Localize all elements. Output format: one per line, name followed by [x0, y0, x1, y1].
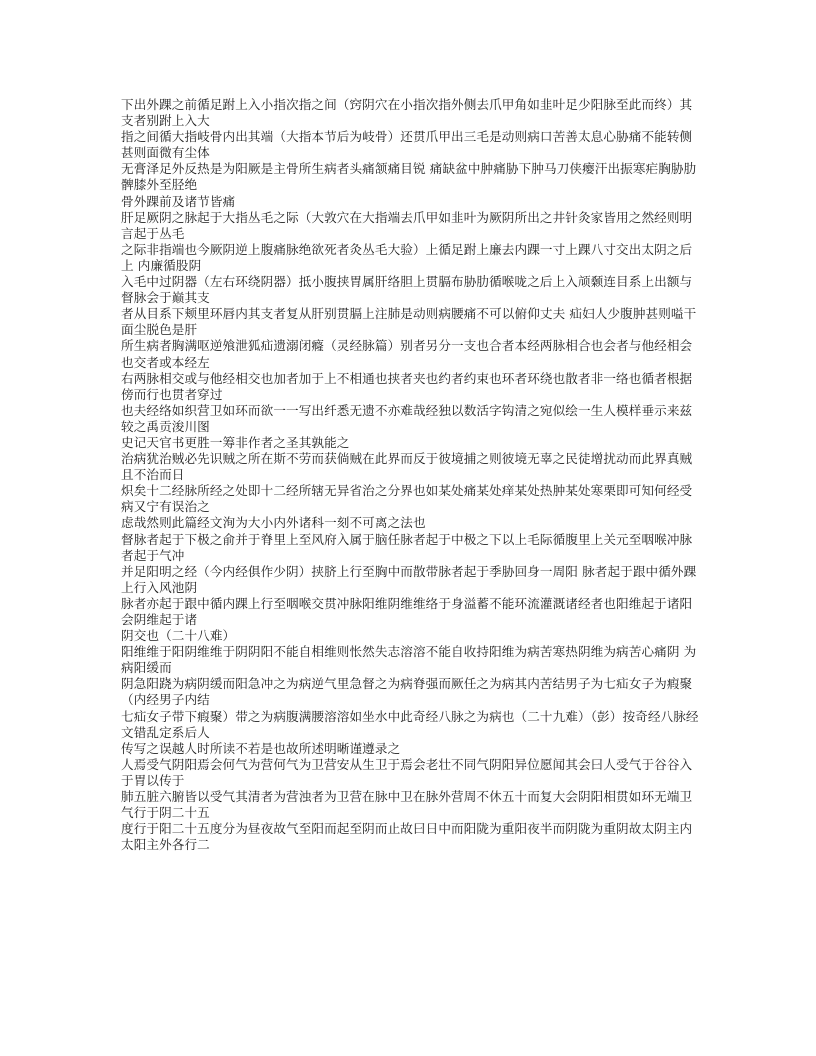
text-line: 炽矣十二经脉所经之处即十二经所辖无异省治之分界也如某处痛某处痒某处热肿某处寒栗即可知何经受病又宁有误治之	[121, 483, 693, 515]
text-line: 指之间循大指岐骨内出其端（大指本节后为岐骨）还贯爪甲出三毛是动则病口苦善太息心胁痛不能转侧甚则面微有尘体	[121, 129, 693, 161]
text-line: 传写之误越人时所读不若是也故所述明晰谨遵录之	[121, 740, 401, 756]
text-line: 督脉者起于下极之俞并于脊里上至风府入属于脑任脉者起于中极之下以上毛际循腹里上关元至咽喉冲脉者起于气冲	[121, 531, 693, 563]
text-line: 人焉受气阴阳焉会何气为营何气为卫营安从生卫于焉会老壮不同气阴阳异位愿闻其会曰人受气于谷谷入于胃以传于	[121, 756, 693, 788]
text-line: 史记天官书更胜一筹非作者之圣其孰能之	[121, 434, 350, 450]
text-line: 脉者亦起于跟中循内踝上行至咽喉交贯冲脉阳维阴维维络于身溢蓄不能环流灌溉诸经者也阳维起于诸阳会阴维起于诸	[121, 595, 693, 627]
text-line: 七疝女子带下瘕聚）带之为病腹满腰溶溶如坐水中此奇经八脉之为病也（二十九难）（彭）按奇经八脉经文错乱定系后人	[121, 708, 699, 740]
text-line: 入毛中过阴器（左右环绕阴器）抵小腹挟胃属肝络胆上贯膈布胁肋循喉咙之后上入颃颡连目系上出额与督脉会于巅其支	[121, 274, 693, 306]
text-line: 右两脉相交或与他经相交也加者加于上不相通也挟者夹也约者约束也环者环绕也散者非一络也循者根据傍而行也贯者穿过	[121, 370, 693, 402]
document-body	[121, 97, 699, 853]
text-line: 度行于阳二十五度分为昼夜故气至阳而起至阴而止故曰日中而阳陇为重阳夜半而阴陇为重阴故太阴主内太阳主外各行二	[121, 821, 693, 853]
text-line: 所生病者胸满呕逆飧泄狐疝遗溺闭癃（灵经脉篇）别者另分一支也合者本经两脉相合也会者与他经相会也交者或本经左	[121, 338, 693, 370]
text-line: 也夫经络如织营卫如环而欲一一写出纤悉无遗不亦难哉经独以数活字钩清之宛似绘一生人模样垂示来兹较之禹贡浚川图	[121, 402, 693, 434]
text-line: 肝足厥阴之脉起于大指丛毛之际（大敦穴在大指端去爪甲如韭叶为厥阴所出之井针灸家皆用之然经则明言起于丛毛	[121, 209, 693, 241]
text-line: 阴急阳跷为病阴缓而阳急冲之为病逆气里急督之为病脊强而厥任之为病其内苦结男子为七疝女子为瘕聚（内经男子内结	[121, 676, 693, 708]
text-line: 无膏泽足外反热是为阳厥是主骨所生病者头痛颔痛目锐 痛缺盆中肿痛胁下肿马刀侠瘿汗出振寒疟胸胁肋髀膝外至胫绝	[121, 161, 697, 193]
text-line: 下出外踝之前循足跗上入小指次指之间（窍阴穴在小指次指外侧去爪甲角如韭叶足少阳脉至此而终）其支者别跗上入大	[121, 97, 693, 129]
text-line: 肺五脏六腑皆以受气其清者为营浊者为卫营在脉中卫在脉外营周不休五十而复大会阴阳相贯如环无端卫气行于阴二十五	[121, 789, 693, 821]
text-line: 虑哉然则此篇经文洵为大小内外诸科一刻不可离之法也	[121, 515, 426, 531]
text-line: 阴交也（二十八难）	[121, 628, 236, 644]
text-line: 者从目系下颊里环唇内其支者复从肝别贯膈上注肺是动则病腰痛不可以俯仰丈夫 疝妇人少腹肿甚则嗌干面尘脱色是肝	[121, 306, 697, 338]
text-line: 骨外踝前及诸节皆痛	[121, 193, 236, 209]
text-line: 并足阳明之经（今内经俱作少阴）挟脐上行至胸中而散带脉者起于季胁回身一周阳 脉者起于跟中循外踝上行入风池阴	[121, 563, 697, 595]
text-line: 之际非指端也今厥阴逆上腹痛脉绝欲死者灸丛毛大验）上循足跗上廉去内踝一寸上踝八寸交出太阴之后上 内廉循股阴	[121, 241, 693, 273]
text-line: 阳维维于阳阴维维于阴阴阳不能自相维则怅然失志溶溶不能自收持阳维为病苦寒热阴维为病苦心痛阴 为病阳缓而	[121, 644, 697, 676]
text-line: 治病犹治贼必先识贼之所在斯不劳而获倘贼在此界而反于彼境捕之则彼境无辜之民徒增扰动而此界真贼且不治而日	[121, 451, 693, 483]
